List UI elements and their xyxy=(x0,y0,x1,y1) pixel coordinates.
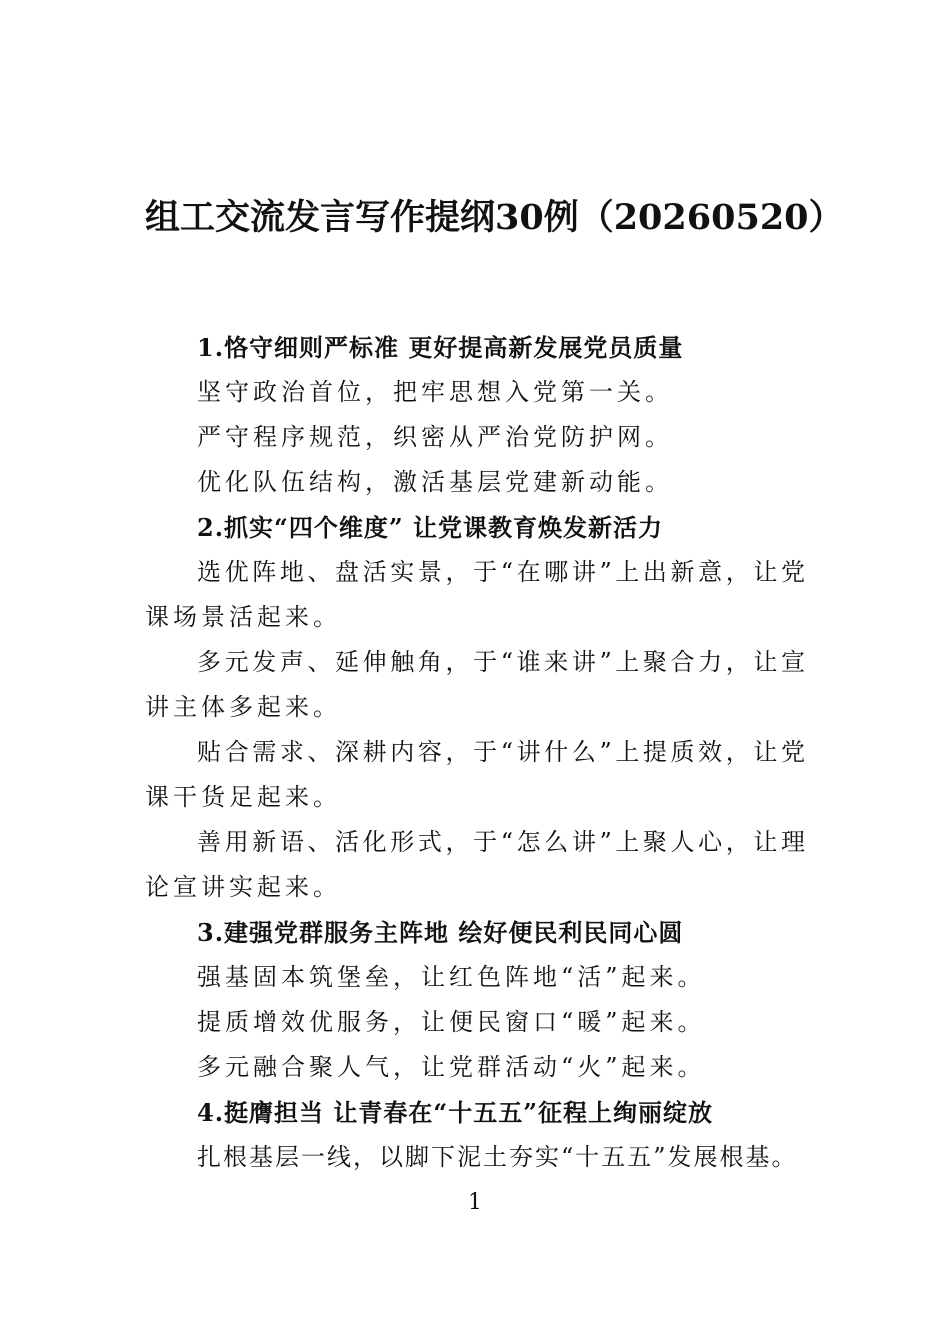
page-number: 1 xyxy=(468,1190,482,1215)
section-heading-4: 4.挺膺担当 让青春在“十五五”征程上绚丽绽放 xyxy=(197,1098,714,1127)
section-heading-1: 1.恪守细则严标准 更好提高新发展党员质量 xyxy=(197,333,684,362)
section-3-line-2: 提质增效优服务，让便民窗口“暖”起来。 xyxy=(197,1008,706,1036)
section-heading-2: 2.抓实“四个维度” 让党课教育焕发新活力 xyxy=(197,513,664,542)
section-2-paragraph-3-first: 贴合需求、深耕内容，于“讲什么”上提质效，让党 xyxy=(197,738,805,766)
section-2-paragraph-1-rest: 课场景活起来。 xyxy=(145,603,341,631)
section-1-line-3: 优化队伍结构，激活基层党建新动能。 xyxy=(197,468,673,496)
section-4-line-1: 扎根基层一线，以脚下泥土夯实“十五五”发展根基。 xyxy=(197,1143,798,1171)
section-2-paragraph-4-rest: 论宣讲实起来。 xyxy=(145,873,341,901)
section-2-paragraph-2-first: 多元发声、延伸触角，于“谁来讲”上聚合力，让宣 xyxy=(197,648,805,676)
document-body xyxy=(145,325,805,1180)
section-1-line-2: 严守程序规范，织密从严治党防护网。 xyxy=(197,423,673,451)
section-2-paragraph-1-first: 选优阵地、盘活实景，于“在哪讲”上出新意，让党 xyxy=(197,558,805,586)
section-3-line-1: 强基固本筑堡垒，让红色阵地“活”起来。 xyxy=(197,963,706,991)
section-heading-3: 3.建强党群服务主阵地 绘好便民利民同心圆 xyxy=(197,918,684,947)
section-2-paragraph-4-first: 善用新语、活化形式，于“怎么讲”上聚人心，让理 xyxy=(197,828,805,856)
section-3-line-3: 多元融合聚人气，让党群活动“火”起来。 xyxy=(197,1053,706,1081)
section-2-paragraph-2-rest: 讲主体多起来。 xyxy=(145,693,341,721)
section-1-line-1: 坚守政治首位，把牢思想入党第一关。 xyxy=(197,378,673,406)
section-2-paragraph-3-rest: 课干货足起来。 xyxy=(145,783,341,811)
document-title: 组工交流发言写作提纲30例（20260520） xyxy=(145,197,844,238)
